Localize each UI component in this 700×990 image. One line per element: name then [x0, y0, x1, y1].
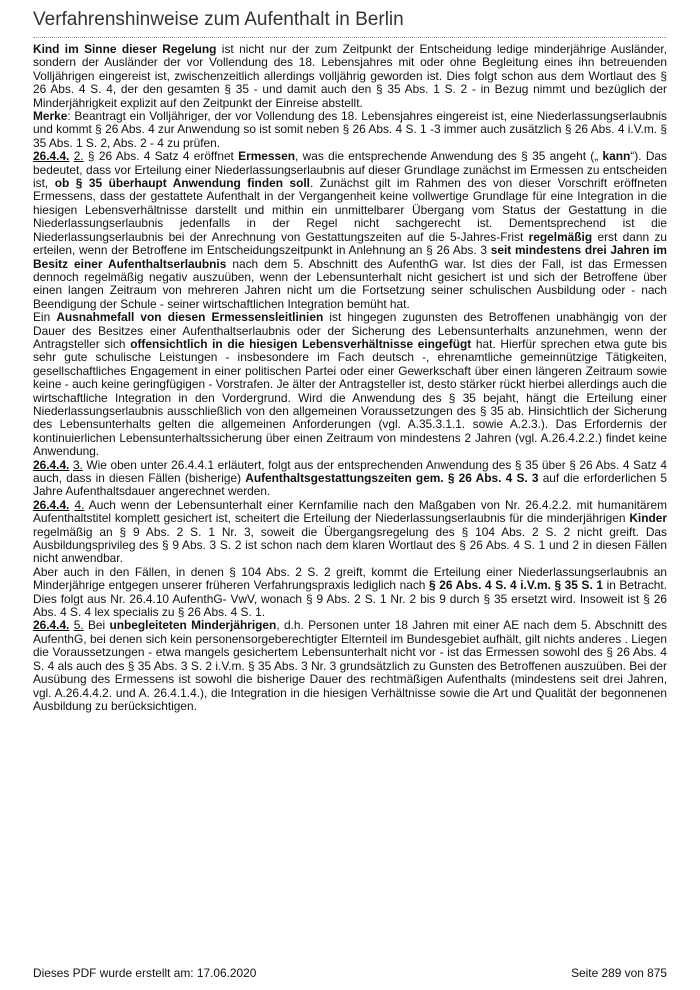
text-run: Auch wenn der Lebensunterhalt einer Kernfamilie nach den Maßgaben von Nr. 26.4.2.2. mit humanitärem Aufenthaltstitel komplett gesichert ist, scheitert die Erteilung der Niederlassungserlaubnis für die minderjährigen: [33, 497, 667, 526]
text-run: auf die erforderlichen 5 Jahre Aufenthaltsdauer angerechnet werden.: [33, 471, 668, 499]
page-footer: [33, 966, 667, 980]
text-run: ist nicht nur der zum Zeitpunkt der Entscheidung ledige minderjährige Ausländer, sondern der Ausländer der vor Vollendung des 18. Lebensjahres mit oder ohne Begleitung eines ihn betreuenden Volljährigen eingereist ist, zwischenzeitlich allerdings volljährig geworden ist. Dies folgt schon aus dem Wortlaut des § 26 Abs. 4 S. 4, der den gesamten § 35 - und damit auch den § 35 Abs. 1 S. 2 - in Bezug nimmt und bezüglich der Minderjährigkeit explizit auf den Zeitpunkt der Einreise abstellt.: [33, 42, 667, 110]
text-run: § 26 Abs. 4 Satz 4 eröffnet: [83, 149, 239, 164]
paragraph: [33, 619, 667, 713]
text-run: , d.h. Personen unter 18 Jahren mit einer AE nach dem 5. Abschnitt des AufenthG, bei denen sich kein personensorgeberechtigter Elternteil im Bundesgebiet aufhält, gilt nichts anderes . Liegen die Voraussetzungen - etwa mangels gesichertem Lebensunterhalt nicht vor - ist das Ermessen sowohl des § 26 Abs. 4 S. 4 als auch des § 35 Abs. 3 S. 2 i.V.m. § 35 Abs. 3 Nr. 3 grundsätzlich zu Gunsten des Betroffenen auszuüben. Bei der Ausübung des Ermessens ist sowohl die bisherige Dauer des rechtmäßigen Aufenthalts (mindestens seit drei Jahren, vgl. A.26.4.4.2. und A. 26.4.1.4.), die Integration in die hiesigen Verhältnisse sowie die Art und Qualität der begonnenen Ausbildung zu berücksichtigen.: [33, 618, 668, 713]
text-run: Wie oben unter 26.4.4.1 erläutert, folgt aus der entsprechenden Anwendung des § 35 über § 26 Abs. 4 Satz 4 auch, dass in diesen Fällen (bisherige): [33, 457, 667, 485]
section-number: 26.4.4.: [33, 457, 70, 472]
text-run: . Zunächst gilt im Rahmen des von dieser Vorschrift eröffneten Ermessens, dass der gestattete Aufenthalt in der Vergangenheit keine vollwertige Grundlage für eine Integration in die hiesigen Lebensverhältnisse darstellt und mithin ein unmittelbarer Übergang vom Status der Gestattung in die Niederlassungserlaubnis jedenfalls in der Regel nicht sachgerecht ist. Dementsprechend ist die Niederlassungserlaubnis bei der Anrechnung von Gestattungszeiten auf die 5-Jahres-Frist: [33, 176, 667, 244]
text-run: , was die entsprechende Anwendung des § 35 angeht („: [295, 149, 603, 164]
section-number: 26.4.4.: [33, 149, 70, 164]
subsection-number: 3.: [72, 457, 83, 472]
bold-text: regelmäßig: [528, 229, 593, 244]
bold-text: § 26 Abs. 4 S. 4 i.V.m. § 35 S. 1: [429, 578, 603, 593]
text-run: ist hingegen zugunsten des Betroffenen unabhängig von der Dauer des Besitzes einer Aufenthaltserlaubnis oder der Sicherung des Lebensunterhalts anzunehmen, wenn der Antragsteller sich: [33, 310, 667, 351]
bold-text: Ermessen: [238, 149, 296, 164]
page-number: Seite 289 von 875: [571, 966, 667, 980]
paragraph: [33, 43, 667, 110]
text-run: Aber auch in den Fällen, in denen § 104 Abs. 2 S. 2 greift, kommt die Erteilung einer Niederlassungserlaubnis an Minderjährige entgegen unserer früheren Verfahrungspraxis lediglich nach: [33, 564, 667, 593]
paragraph: [33, 311, 667, 458]
paragraph: [33, 459, 667, 499]
bold-text: offensichtlich in die hiesigen Lebensverhältnisse eingefügt: [130, 336, 472, 351]
text-run: hat. Hierfür sprechen etwa gute bis sehr gute schulische Leistungen - insbesondere im Fach deutsch -, ehrenamtliche gemeinnützige Tätigkeiten, gesellschaftliches Engagement in einer politischen Partei oder einer Gewerkschaft über einen längeren Zeitraum sowie keine - auch keine geringfügigen - Vorstrafen. Je älter der Antragsteller ist, desto stärker rückt hierbei allerdings auch die wirtschaftliche Integration in den Vordergrund. Wird die Anwendung des § 35 bejaht, hängt die Erteilung einer Niederlassungserlaubnis ausschließlich von den allgemeinen Voraussetzungen des § 35 ab. Hinsichtlich der Sicherung des Lebensunterhalts gelten die allgemeinen Anforderungen (vgl. A.35.3.1.1. sowie A.2.3.). Das Erfordernis der kontinuierlichen Lebensunterhaltssicherung über einen Zeitraum von mindestens 2 Jahren (vgl. A.26.4.2.2.) findet keine Anwendung.: [33, 336, 667, 459]
text-run: erst dann zu erteilen, wenn der Betroffene im Entscheidungszeitpunkt in Anlehnung an § 26 Abs. 3: [33, 229, 668, 258]
creation-date: Dieses PDF wurde erstellt am: 17.06.2020: [33, 966, 257, 980]
section-number: 26.4.4.: [33, 497, 70, 512]
text-run: Bei: [83, 618, 110, 633]
text-run: in Betracht. Dies folgt aus Nr. 26.4.10 AufenthG- VwV, wonach § 9 Abs. 2 S. 1 Nr. 2 bis 9 durch § 35 ersetzt wird. Insoweit ist § 26 Abs. 4 S. 4 lex specialis zu § 26 Abs. 4 S. 1.: [33, 578, 668, 620]
section-number: 26.4.4.: [33, 618, 70, 633]
bold-text: Kinder: [629, 511, 667, 526]
subsection-number: 4.: [74, 497, 85, 512]
text-run: “). Das bedeutet, dass vor Erteilung einer Niederlassungserlaubnis auf dieser Grundlage zunächst im Ermessen zu entscheiden ist,: [33, 149, 667, 191]
bold-text: Merke: [33, 109, 68, 124]
text-run: : Beantragt ein Volljähriger, der vor Vollendung des 18. Lebensjahres eingereist ist, eine Niederlassungserlaubnis und kommt § 26 Abs. 4 zur Anwendung so ist somit neben § 26 Abs. 4 S. 1 -3 immer auch zusätzlich § 26 Abs. 4 i.V.m. § 35 Abs. 1 S. 2, Abs. 2 - 4 zu prüfen.: [33, 109, 667, 150]
bold-text: Ausnahmefall von diesen Ermessensleitlinien: [56, 310, 324, 325]
bold-text: Kind im Sinne dieser Regelung: [33, 42, 217, 56]
subsection-number: 2.: [73, 149, 84, 164]
bold-text: kann: [602, 149, 631, 164]
paragraph: [33, 110, 667, 150]
subsection-number: 5.: [73, 618, 84, 633]
text-run: regelmäßig an § 9 Abs. 2 S. 1 Nr. 3, soweit die Übergangsregelung des § 104 Abs. 2 S. 2 nicht greift. Das Ausbildungsprivileg des § 9 Abs. 3 S. 2 ist schon nach dem klaren Wortlaut des § 26 Abs. 4 S. 1 und 2 in diesen Fällen nicht anwendbar.: [33, 524, 667, 566]
paragraph: [33, 499, 667, 566]
bold-text: unbegleiteten Minderjährigen: [109, 618, 277, 633]
paragraph: [33, 566, 667, 620]
document-body: [33, 43, 667, 713]
text-run: nach dem 5. Abschnitt des AufenthG war. Ist dies der Fall, ist das Ermessen dennoch regelmäßig negativ auszuüben, wenn der Lebensunterhalt nicht gesichert ist und sich der Betroffene über einen langen Zeitraum von mehreren Jahren nicht um die Fortsetzung seiner schulischen Ausbildung oder - nach Beendigung der Schule - seiner wirtschaftlichen Integration bemüht hat.: [33, 256, 667, 311]
bold-text: ob § 35 überhaupt Anwendung finden soll: [54, 176, 310, 191]
text-run: Ein: [33, 310, 57, 325]
bold-text: seit mindestens drei Jahren im Besitz einer Aufenthaltserlaubnis: [33, 243, 667, 271]
bold-text: Aufenthaltsgestattungszeiten gem. § 26 Abs. 4 S. 3: [245, 471, 539, 485]
page-title: Verfahrenshinweise zum Aufenthalt in Berlin: [33, 9, 667, 38]
paragraph: [33, 150, 667, 311]
